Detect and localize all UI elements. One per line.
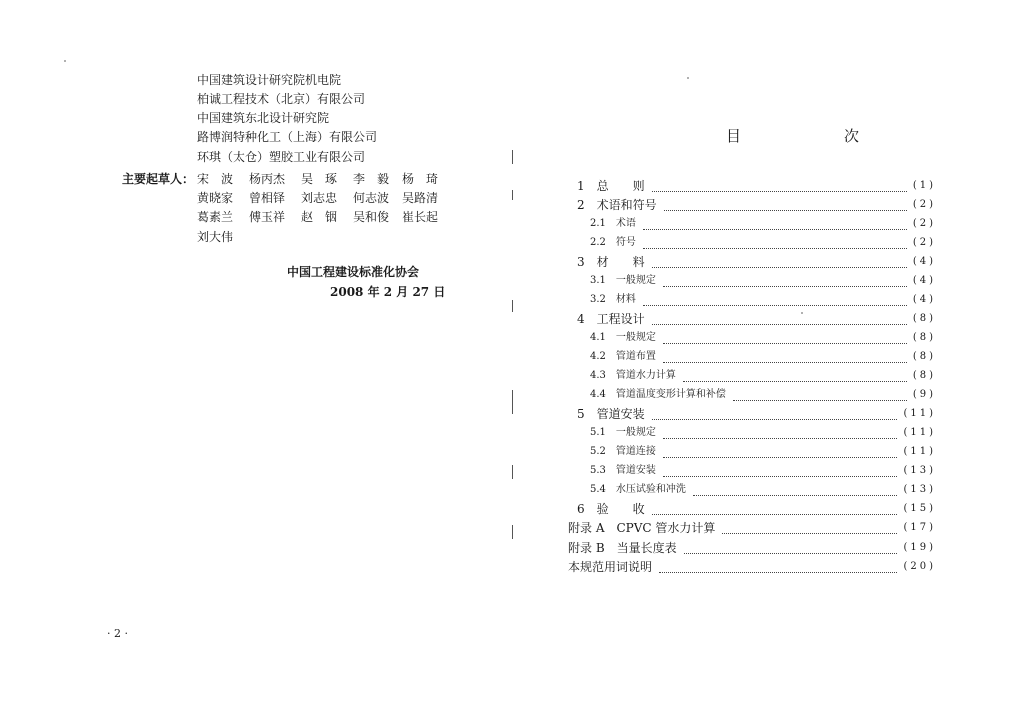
toc-entry-page: (13)	[903, 484, 936, 495]
issue-date: 2008 年 2 月 27 日	[330, 285, 446, 299]
toc-entry-page: (8)	[912, 351, 936, 362]
toc-entry	[590, 349, 936, 365]
toc-leader-dots	[652, 498, 898, 515]
toc-entry	[590, 425, 936, 441]
toc-entry-page: (4)	[912, 275, 936, 286]
toc-entry-label: 4 工程设计	[577, 311, 648, 327]
toc-entry	[590, 273, 936, 289]
toc-entry	[568, 520, 936, 536]
toc-leader-dots	[663, 422, 898, 439]
toc-entry	[590, 216, 936, 232]
organization-5: 环琪（太仓）塑胶工业有限公司	[197, 150, 366, 164]
toc-entry	[568, 540, 936, 556]
gutter-mark	[512, 390, 513, 414]
toc-entry-page: (2)	[912, 237, 936, 248]
toc-entry-label: 5 管道安装	[577, 406, 648, 422]
toc-leader-dots	[693, 479, 898, 496]
toc-entry	[590, 463, 936, 479]
drafter-name: 杨丙杰	[249, 172, 286, 186]
toc-entry-page: (2)	[912, 199, 936, 210]
toc-entry-page: (17)	[903, 522, 936, 533]
toc-leader-dots	[652, 251, 907, 268]
scan-speck	[687, 77, 689, 79]
toc-entry-label: 5.4 水压试验和冲洗	[590, 482, 689, 498]
toc-leader-dots	[663, 346, 907, 363]
scan-speck	[64, 60, 66, 62]
toc-entry-label: 4.2 管道布置	[590, 349, 659, 365]
toc-entry-page: (9)	[912, 389, 936, 400]
toc-entry	[577, 406, 936, 422]
toc-entry	[590, 387, 936, 403]
toc-entry	[590, 482, 936, 498]
toc-entry	[590, 235, 936, 251]
toc-entry	[577, 311, 936, 327]
drafter-name: 杨 琦	[402, 172, 439, 186]
gutter-mark	[512, 300, 513, 312]
drafter-name: 吴 琢	[301, 172, 338, 186]
toc-entry-page: (2)	[912, 218, 936, 229]
drafter-name: 刘大伟	[197, 230, 234, 244]
toc-entry-page: (11)	[903, 446, 936, 457]
toc-entry	[568, 559, 936, 575]
toc-entry-label: 本规范用词说明	[568, 559, 655, 575]
toc-leader-dots	[643, 213, 907, 230]
toc-entry	[577, 254, 936, 270]
toc-leader-dots	[652, 175, 907, 192]
organization-4: 路博润特种化工（上海）有限公司	[197, 130, 378, 144]
toc-entry	[590, 292, 936, 308]
toc-entry-page: (11)	[903, 408, 936, 419]
toc-leader-dots	[663, 327, 907, 344]
toc-entry	[590, 330, 936, 346]
toc-entry-label: 4.1 一般规定	[590, 330, 659, 346]
toc-leader-dots	[659, 556, 897, 573]
toc-leader-dots	[663, 460, 898, 477]
toc-leader-dots	[663, 441, 898, 458]
toc-entry-page: (8)	[912, 370, 936, 381]
drafter-name: 何志波	[353, 191, 390, 205]
drafter-name: 葛素兰	[197, 210, 234, 224]
toc-entry-label: 附录 B 当量长度表	[568, 540, 680, 556]
drafter-name: 曾相铎	[249, 191, 286, 205]
toc-entry	[577, 501, 936, 517]
toc-entry-label: 5.2 管道连接	[590, 444, 659, 460]
toc-title: 目 次	[726, 127, 904, 145]
toc-leader-dots	[733, 384, 907, 401]
organization-2: 柏诚工程技术（北京）有限公司	[197, 92, 366, 106]
toc-leader-dots	[652, 403, 898, 420]
toc-entry-label: 2.1 术语	[590, 216, 639, 232]
drafter-name: 黄晓家	[197, 191, 234, 205]
drafter-name: 傅玉祥	[249, 210, 286, 224]
drafter-name: 刘志忠	[301, 191, 338, 205]
toc-entry	[577, 197, 936, 213]
drafter-name: 宋 波	[197, 172, 234, 186]
toc-entry-page: (13)	[903, 465, 936, 476]
drafter-name: 李 毅	[353, 172, 390, 186]
toc-leader-dots	[722, 517, 897, 534]
toc-entry-label: 附录 A CPVC 管水力计算	[568, 520, 718, 536]
toc-entry-label: 3 材 料	[577, 254, 648, 270]
toc-entry-page: (1)	[912, 180, 936, 191]
toc-entry-label: 5.3 管道安装	[590, 463, 659, 479]
toc-entry-label: 6 验 收	[577, 501, 648, 517]
toc-entry-page: (8)	[912, 313, 936, 324]
scan-speck	[801, 312, 803, 314]
toc-entry-label: 2.2 符号	[590, 235, 639, 251]
toc-entry-page: (11)	[903, 427, 936, 438]
drafter-name: 崔长起	[402, 210, 439, 224]
toc-leader-dots	[684, 537, 898, 554]
toc-leader-dots	[643, 232, 907, 249]
toc-entry-label: 3.1 一般规定	[590, 273, 659, 289]
drafter-name: 吴和俊	[353, 210, 390, 224]
organization-3: 中国建筑东北设计研究院	[197, 111, 330, 125]
toc-entry-page: (15)	[903, 503, 936, 514]
toc-entry-page: (4)	[912, 294, 936, 305]
page-number: · 2 ·	[107, 627, 128, 640]
issuing-association: 中国工程建设标准化协会	[287, 265, 420, 279]
toc-entry-label: 3.2 材料	[590, 292, 639, 308]
toc-entry	[577, 178, 936, 194]
gutter-mark	[512, 465, 513, 479]
toc-leader-dots	[664, 194, 907, 211]
gutter-mark	[512, 525, 513, 539]
toc-entry	[590, 444, 936, 460]
toc-leader-dots	[663, 270, 907, 287]
gutter-mark	[512, 190, 513, 200]
drafters-label: 主要起草人：	[122, 172, 195, 186]
toc-entry-label: 1 总 则	[577, 178, 648, 194]
toc-entry-page: (20)	[903, 561, 936, 572]
toc-entry-label: 5.1 一般规定	[590, 425, 659, 441]
toc-entry	[590, 368, 936, 384]
toc-entry-page: (19)	[903, 542, 936, 553]
drafter-name: 赵 铟	[301, 210, 338, 224]
gutter-mark	[512, 150, 513, 164]
toc-leader-dots	[683, 365, 907, 382]
toc-entry-page: (8)	[912, 332, 936, 343]
toc-entry-label: 4.4 管道温度变形计算和补偿	[590, 387, 729, 403]
toc-entry-page: (4)	[912, 256, 936, 267]
toc-leader-dots	[643, 289, 907, 306]
toc-entry-label: 2 术语和符号	[577, 197, 660, 213]
drafter-name: 吴路清	[402, 191, 439, 205]
toc-entry-label: 4.3 管道水力计算	[590, 368, 679, 384]
toc-leader-dots	[652, 308, 907, 325]
organization-1: 中国建筑设计研究院机电院	[197, 73, 342, 87]
